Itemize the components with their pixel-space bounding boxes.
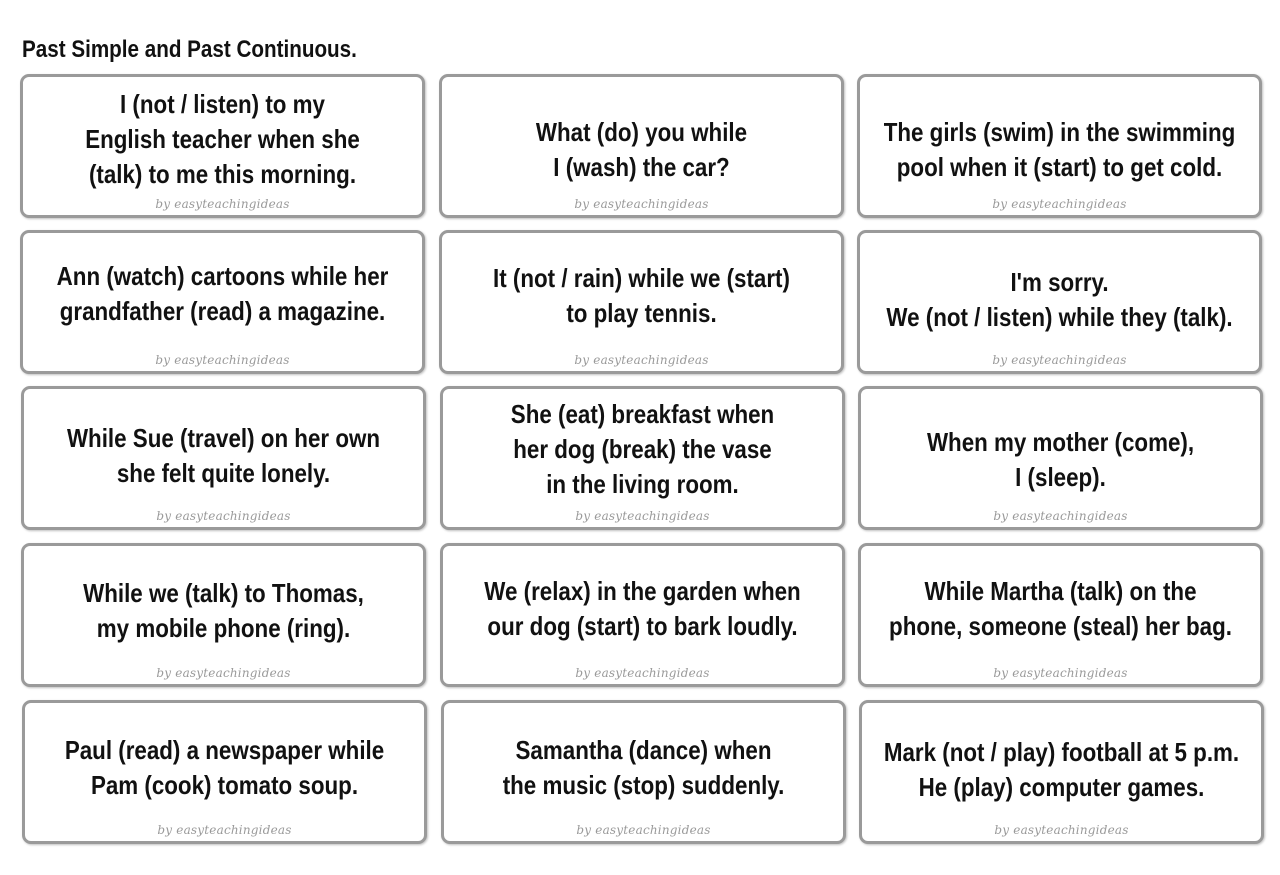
card-sentence: What (do) you while I (wash) the car? xyxy=(535,117,748,182)
card-sentence: We (relax) in the garden when our dog (start) to bark loudly. xyxy=(484,576,801,641)
exercise-card xyxy=(22,700,427,844)
card-sentence: While Martha (talk) on the phone, someone (steal) her bag. xyxy=(889,576,1232,641)
exercise-card xyxy=(440,543,845,687)
card-credit: by easyteachingideas xyxy=(993,666,1128,680)
card-credit: by easyteachingideas xyxy=(993,509,1128,523)
exercise-card xyxy=(440,386,845,530)
exercise-card xyxy=(439,74,844,218)
exercise-card xyxy=(857,74,1262,218)
card-sentence: Samantha (dance) when the music (stop) suddenly. xyxy=(502,735,785,800)
card-sentence: Paul (read) a newspaper while Pam (cook) tomato soup. xyxy=(64,735,385,800)
card-sentence: I (not / listen) to my English teacher when she (talk) to me this morning. xyxy=(85,89,360,189)
card-credit: by easyteachingideas xyxy=(155,197,290,211)
card-credit: by easyteachingideas xyxy=(155,353,290,367)
exercise-card xyxy=(441,700,846,844)
card-sentence: When my mother (come), I (sleep). xyxy=(926,427,1195,492)
exercise-card xyxy=(857,230,1262,374)
card-sentence: I'm sorry. We (not / listen) while they (talk). xyxy=(886,267,1233,332)
card-credit: by easyteachingideas xyxy=(575,666,710,680)
card-credit: by easyteachingideas xyxy=(574,197,709,211)
exercise-card xyxy=(21,543,426,687)
exercise-card xyxy=(858,386,1263,530)
card-sentence: Mark (not / play) football at 5 p.m. He (play) computer games. xyxy=(883,737,1240,802)
exercise-card xyxy=(859,700,1264,844)
card-credit: by easyteachingideas xyxy=(574,353,709,367)
exercise-card xyxy=(21,386,426,530)
card-credit: by easyteachingideas xyxy=(994,823,1129,837)
card-credit: by easyteachingideas xyxy=(156,666,291,680)
exercise-card xyxy=(858,543,1263,687)
card-sentence: The girls (swim) in the swimming pool when it (start) to get cold. xyxy=(883,117,1236,182)
card-credit: by easyteachingideas xyxy=(992,353,1127,367)
card-credit: by easyteachingideas xyxy=(576,823,711,837)
card-credit: by easyteachingideas xyxy=(992,197,1127,211)
page-title: Past Simple and Past Continuous. xyxy=(22,36,357,63)
card-credit: by easyteachingideas xyxy=(156,509,291,523)
card-credit: by easyteachingideas xyxy=(575,509,710,523)
exercise-card xyxy=(20,230,425,374)
exercise-card xyxy=(439,230,844,374)
exercise-card xyxy=(20,74,425,218)
card-credit: by easyteachingideas xyxy=(157,823,292,837)
card-sentence: It (not / rain) while we (start) to play tennis. xyxy=(493,263,790,328)
card-sentence: While we (talk) to Thomas, my mobile phone (ring). xyxy=(83,578,364,643)
card-sentence: While Sue (travel) on her own she felt quite lonely. xyxy=(66,423,381,488)
card-sentence: Ann (watch) cartoons while her grandfather (read) a magazine. xyxy=(56,261,389,326)
card-sentence: She (eat) breakfast when her dog (break) the vase in the living room. xyxy=(510,399,775,499)
